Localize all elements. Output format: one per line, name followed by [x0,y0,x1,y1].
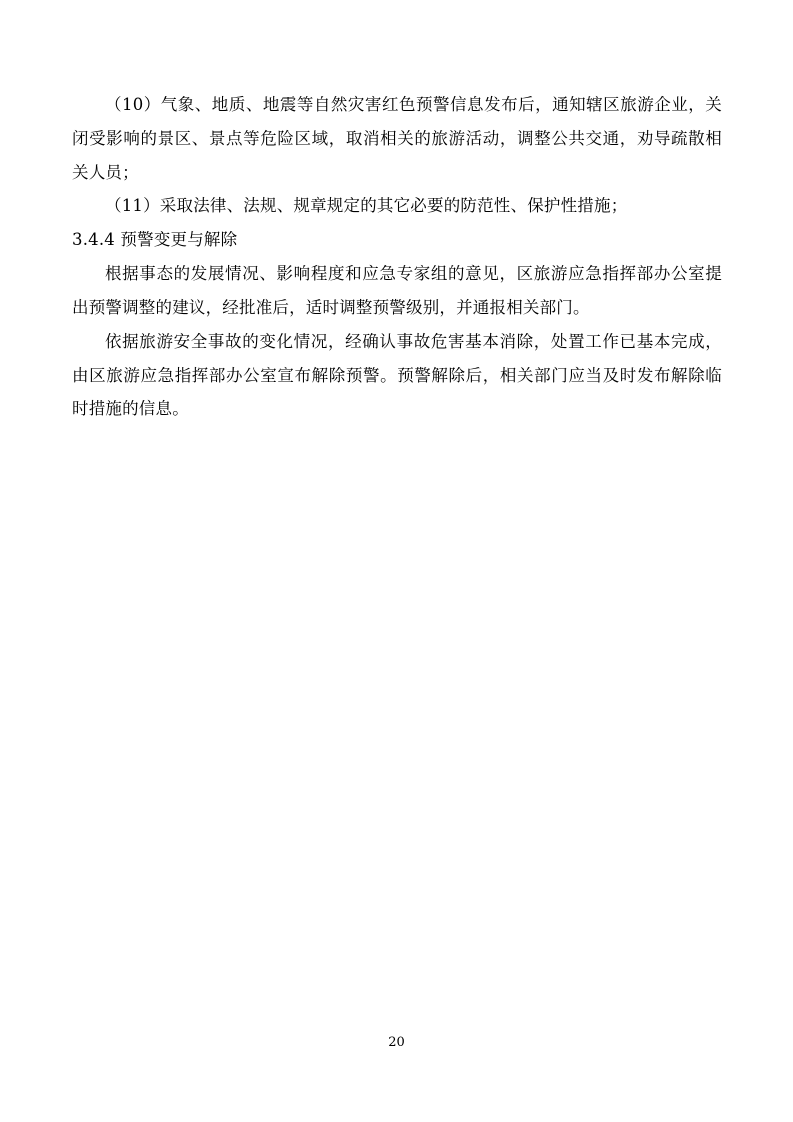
page-content [72,88,722,426]
page-number: 20 [388,1035,405,1050]
list-item-10: （10）气象、地质、地震等自然灾害红色预警信息发布后，通知辖区旅游企业，关闭受影响的景区、景点等危险区域，取消相关的旅游活动，调整公共交通，劝导疏散相关人员； [72,95,722,182]
section-heading-3-4-4: 3.4.4 预警变更与解除 [72,230,238,250]
list-item-11: （11）采取法律、法规、规章规定的其它必要的防范性、保护性措施； [105,196,628,216]
body-paragraph-2: 依据旅游安全事故的变化情况，经确认事故危害基本消除，处置工作已基本完成，由区旅游应急指挥部办公室宣布解除预警。预警解除后，相关部门应当及时发布解除临时措施的信息。 [72,331,722,419]
body-paragraph-1: 根据事态的发展情况、影响程度和应急专家组的意见，区旅游应急指挥部办公室提出预警调整的建议，经批准后，适时调整预警级别，并通报相关部门。 [72,264,722,317]
